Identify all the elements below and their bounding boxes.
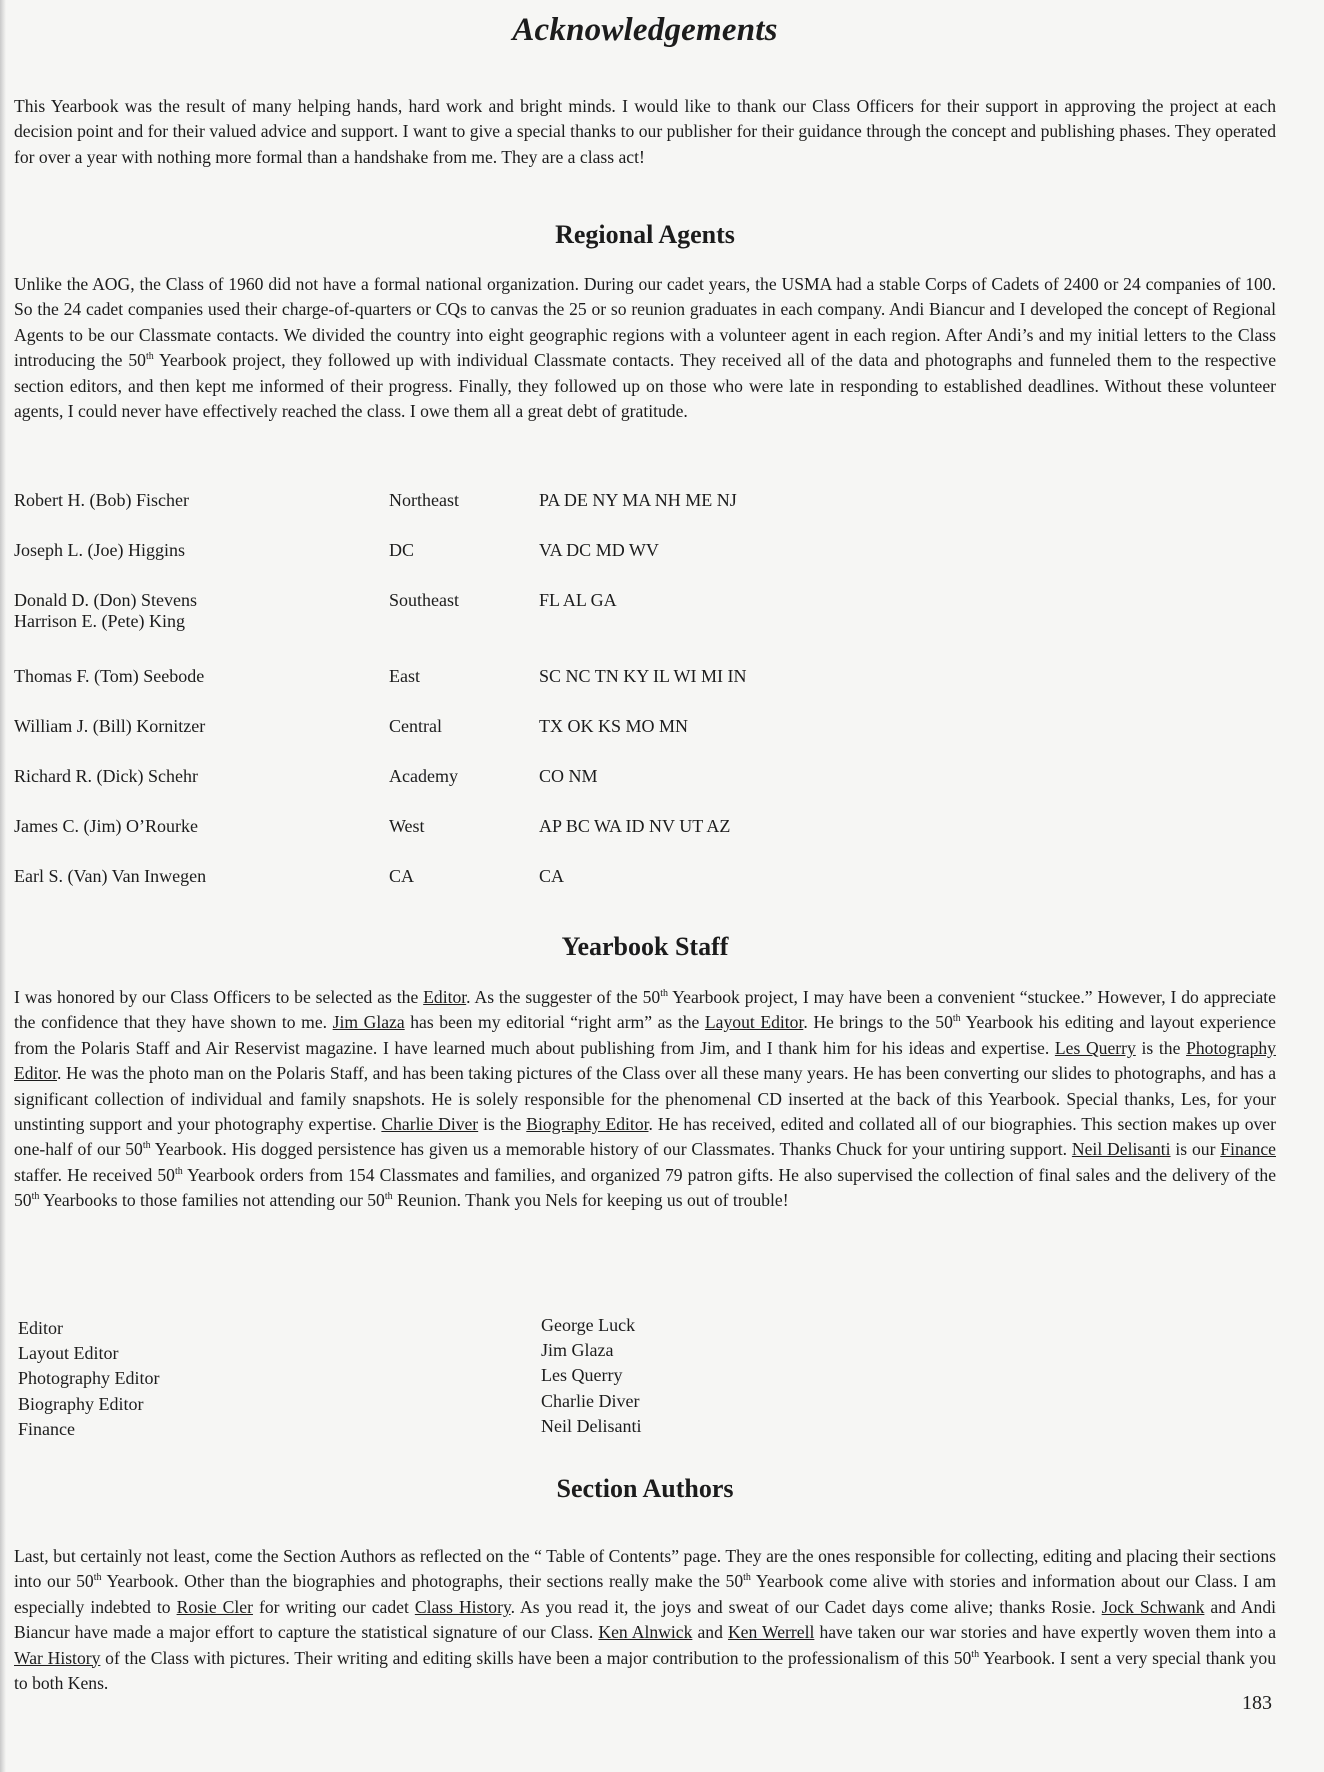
staff-text: . As the suggester of the 50: [466, 987, 661, 1007]
superscript: th: [145, 351, 154, 363]
regional-agents-heading: Regional Agents: [555, 220, 735, 249]
authors-text: Last, but certainly not least, come the Section Authors as reflected on the “ Table of Contents” page. They are the ones responsible for collecting, editing and placing their sections into our 50: [14, 1546, 1276, 1592]
staff-person: George Luck: [541, 1315, 636, 1335]
table-row: [14, 866, 939, 916]
superscript: th: [971, 1648, 980, 1660]
page-binding-shadow: [0, 0, 6, 1772]
staff-role: Finance: [18, 1418, 75, 1439]
staff-text: . He was the photo man on the Polaris Staff, and has been taking pictures of the Class over all these many years. He has been converting our slides to photographs, and has a significant collection of individual and family snapshots. He is solely responsible for the phenomenal CD inserted at the back of this Yearbook. Special thanks, Les, for your unstinting support and your photography expertise.: [14, 1063, 1276, 1135]
section-authors-heading: Section Authors: [556, 1474, 734, 1503]
regional-agents-table: [14, 490, 939, 916]
staff-person: Jim Glaza: [541, 1340, 614, 1361]
agent-states: CA: [539, 866, 565, 886]
staff-person-link: Les Querry: [1054, 1037, 1136, 1058]
agent-region: Academy: [389, 766, 458, 786]
agent-name-secondary: Harrison E. (Pete) King: [14, 611, 185, 631]
agent-region: CA: [389, 866, 415, 886]
authors-text: . As you read it, the joys and sweat of our Cadet days come alive; thanks Rosie.: [510, 1596, 1102, 1617]
agent-states: VA DC MD WV: [539, 540, 659, 560]
table-row: [14, 816, 939, 866]
staff-person-link: Jim Glaza: [332, 1012, 405, 1033]
superscript: th: [31, 1191, 40, 1203]
staff-text: Reunion. Thank you Nels for keeping us out of trouble!: [392, 1190, 789, 1211]
agent-name: Richard R. (Dick) Schehr: [14, 766, 198, 786]
agent-name-cell: [14, 590, 389, 666]
authors-text: of the Class with pictures. Their writing and editing skills have been a major contribution to the professionalism of this 50: [100, 1647, 972, 1668]
staff-people-list: [541, 1313, 641, 1439]
agent-region: Southeast: [389, 590, 459, 610]
staff-text: is the: [478, 1114, 527, 1135]
superscript: th: [384, 1191, 393, 1203]
agent-region: DC: [389, 540, 415, 560]
staff-text: Yearbook his editing and layout experience from the Polaris Staff and Air Reservist magazine. I have learned much about publishing from Jim, and I thank him for his ideas and expertise.: [14, 1012, 1276, 1058]
staff-roles-list: [18, 1316, 160, 1442]
agent-name: Donald D. (Don) Stevens: [14, 590, 197, 610]
agent-region: East: [389, 666, 420, 686]
agent-name-cell: [14, 816, 389, 866]
agent-name-cell: [14, 540, 389, 590]
staff-role: Biography Editor: [18, 1393, 144, 1414]
authors-text: Yearbook. I sent a very special thank you to both Kens.: [14, 1647, 1277, 1694]
section-title-link: War History: [14, 1647, 101, 1668]
superscript: th: [93, 1572, 102, 1584]
authors-text: have taken our war stories and have expertly woven them into a: [814, 1622, 1277, 1643]
author-person-link: Ken Alnwick: [598, 1622, 693, 1643]
staff-role-link: Photography Editor: [14, 1037, 1276, 1084]
agent-states: FL AL GA: [539, 590, 617, 610]
regional-agents-paragraph: [14, 272, 1276, 424]
agent-states: PA DE NY MA NH ME NJ: [539, 490, 737, 510]
staff-text: Yearbook. His dogged persistence has given us a memorable history of our Classmates. Thanks Chuck for your untiring support.: [150, 1139, 1072, 1160]
staff-text: staffer. He received 50: [14, 1164, 175, 1185]
agent-region: Central: [389, 716, 442, 736]
page-number: 183: [1242, 1692, 1272, 1714]
author-person-link: Rosie Cler: [176, 1596, 253, 1617]
staff-role-link: Layout Editor: [704, 1012, 804, 1033]
staff-text: has been my editorial “right arm” as the: [404, 1012, 705, 1033]
agent-region: Northeast: [389, 490, 459, 510]
section-authors-paragraph: [14, 1544, 1276, 1696]
regional-text-1: Unlike the AOG, the Class of 1960 did not have a formal national organization. During our cadet years, the USMA had a stable Corps of Cadets of 2400 or 24 companies of 100. So the 24 cadet companies used their charge-of-quarters or CQs to canvas the 25 or so reunion graduates in each company. Andi Biancur and I developed the concept of Regional Agents to be our Classmate contacts. We divided the country into eight geographic regions with a volunteer agent in each region. After Andi’s and my initial letters to the Class introducing the 50: [14, 274, 1276, 371]
staff-role: Layout Editor: [18, 1343, 119, 1364]
staff-text: Yearbooks to those families not attending our 50: [39, 1190, 385, 1211]
intro-paragraph: This Yearbook was the result of many helping hands, hard work and bright minds. I would like to thank our Class Officers for their support in approving the project at each decision point and for their valued advice and support. I want to give a special thanks to our publisher for their guidance through the concept and publishing phases. They operated for over a year with nothing more formal than a handshake from me. They are a class act!: [14, 96, 1276, 167]
staff-text: Yearbook project, I may have been a convenient “stuckee.” However, I do appreciate the confidence that they have shown to me.: [14, 987, 1276, 1033]
agent-name-cell: [14, 766, 389, 816]
yearbook-staff-paragraph: [14, 985, 1276, 1214]
page-title: Acknowledgements: [512, 12, 778, 48]
authors-text: Yearbook. Other than the biographies and photographs, their sections really make the 50: [101, 1571, 744, 1592]
staff-person: Charlie Diver: [541, 1390, 640, 1411]
author-person-link: Jock Schwank: [1101, 1596, 1205, 1617]
staff-text: . He brings to the 50: [803, 1012, 953, 1033]
agent-states: TX OK KS MO MN: [539, 716, 689, 736]
staff-text: Yearbook orders from 154 Classmates and families, and organized 79 patron gifts. He also supervised the collection of final sales and the delivery of the 50: [14, 1164, 1276, 1211]
agent-region: West: [389, 816, 425, 836]
agent-name: Joseph L. (Joe) Higgins: [14, 540, 185, 560]
superscript: th: [174, 1165, 183, 1177]
authors-text: Yearbook come alive with stories and information about our Class. I am especially indebted to: [14, 1571, 1277, 1617]
table-row: [14, 540, 939, 590]
agent-name: William J. (Bill) Kornitzer: [14, 716, 206, 736]
agent-name-cell: [14, 490, 389, 540]
agent-name-cell: [14, 866, 389, 916]
agent-name: Thomas F. (Tom) Seebode: [14, 666, 205, 686]
staff-text: is our: [1170, 1139, 1221, 1160]
table-row: [14, 490, 939, 540]
staff-role-link: Editor: [423, 987, 467, 1007]
staff-text: . He has received, edited and collated all of our biographies. This section makes up over one-half of our 50: [14, 1114, 1276, 1160]
staff-person: Les Querry: [541, 1365, 623, 1386]
regional-text-2: Yearbook project, they followed up with individual Classmate contacts. They received all of the data and photographs and funneled them to the respective section editors, and then kept me informed of their progress. Finally, they followed up on those who were late in responding to established deadlines. Without these volunteer agents, I could never have effectively reached the class. I owe them all a great debt of gratitude.: [14, 350, 1277, 422]
staff-text: is the: [1135, 1037, 1187, 1058]
authors-text: and Andi Biancur have made a major effort to capture the statistical signature of our Class.: [14, 1596, 1277, 1643]
authors-text: and: [692, 1622, 728, 1643]
staff-person-link: Charlie Diver: [381, 1114, 479, 1135]
staff-role-link: Biography Editor: [526, 1114, 649, 1135]
superscript: th: [142, 1140, 151, 1152]
section-title-link: Class History: [414, 1596, 511, 1617]
superscript: th: [743, 1572, 751, 1584]
agent-states: SC NC TN KY IL WI MI IN: [539, 666, 747, 686]
agent-name: Earl S. (Van) Van Inwegen: [14, 866, 207, 886]
staff-role: Photography Editor: [18, 1368, 160, 1389]
table-row: [14, 666, 939, 716]
authors-text: for writing our cadet: [252, 1596, 415, 1617]
staff-person: Neil Delisanti: [541, 1415, 642, 1436]
yearbook-staff-heading: Yearbook Staff: [561, 932, 729, 961]
agent-states: CO NM: [539, 766, 598, 786]
table-row: [14, 766, 939, 816]
agent-states: AP BC WA ID NV UT AZ: [539, 816, 731, 836]
agent-name: Robert H. (Bob) Fischer: [14, 490, 189, 510]
staff-role-link: Finance: [1220, 1139, 1276, 1160]
table-row: [14, 590, 939, 666]
agent-name-cell: [14, 716, 389, 766]
staff-role: Editor: [18, 1318, 63, 1338]
agent-name: James C. (Jim) O’Rourke: [14, 816, 198, 836]
superscript: th: [660, 988, 668, 1000]
author-person-link: Ken Werrell: [727, 1622, 815, 1643]
agent-name-cell: [14, 666, 389, 716]
document-page: [14, 0, 1276, 1772]
staff-text: I was honored by our Class Officers to be selected as the: [14, 987, 424, 1007]
superscript: th: [952, 1013, 961, 1025]
table-row: [14, 716, 939, 766]
staff-person-link: Neil Delisanti: [1071, 1139, 1171, 1160]
